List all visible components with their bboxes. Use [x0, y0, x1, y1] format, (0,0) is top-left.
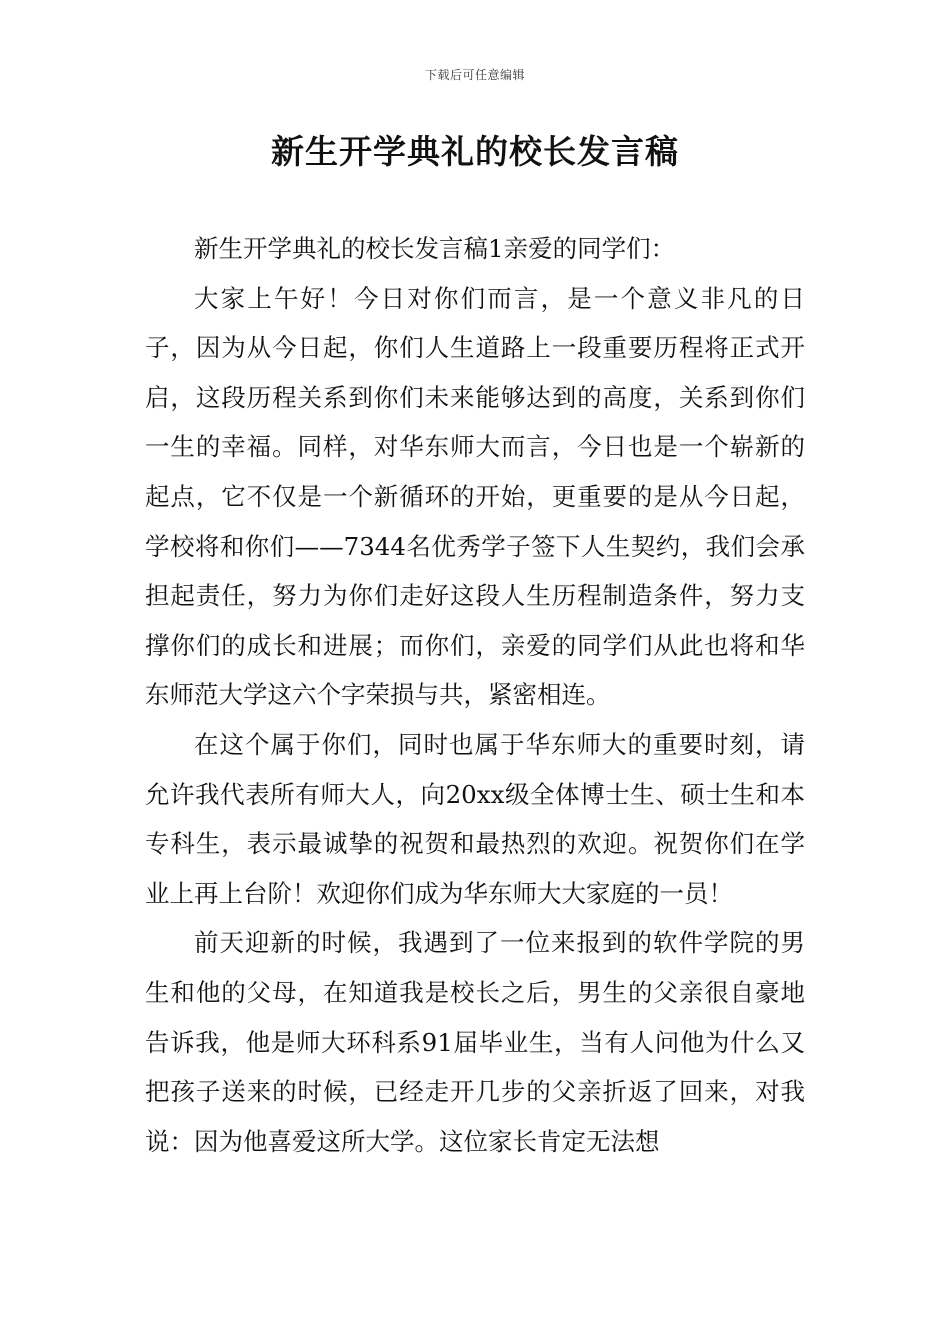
page-title: 新生开学典礼的校长发言稿: [271, 132, 679, 171]
document-body: [145, 224, 805, 1166]
paragraph-congratulations: 在这个属于你们，同时也属于华东师大的重要时刻，请允许我代表所有师大人，向20xx级全体博士生、硕士生和本专科生，表示最诚挚的祝贺和最热烈的欢迎。祝贺你们在学业上再上台阶！欢迎你们成为华东师大大家庭的一员！: [145, 729, 805, 908]
paragraph-salutation: 新生开学典礼的校长发言稿1亲爱的同学们：: [194, 234, 676, 263]
header-note: 下载后可任意编辑: [424, 68, 525, 82]
paragraph-anecdote: 前天迎新的时候，我遇到了一位来报到的软件学院的男生和他的父母，在知道我是校长之后，男生的父亲很自豪地告诉我，他是师大环科系91届毕业生，当有人问他为什么又把孩子送来的时候，已经走开几步的父亲折返了回来，对我说：因为他喜爱这所大学。这位家长肯定无法想: [145, 928, 805, 1156]
paragraph-greeting: 大家上午好！今日对你们而言，是一个意义非凡的日子，因为从今日起，你们人生道路上一段重要历程将正式开启，这段历程关系到你们未来能够达到的高度，关系到你们一生的幸福。同样，对华东师大而言，今日也是一个崭新的起点，它不仅是一个新循环的开始，更重要的是从今日起，学校将和你们——7344名优秀学子签下人生契约，我们会承担起责任，努力为你们走好这段人生历程制造条件，努力支撑你们的成长和进展；而你们，亲爱的同学们从此也将和华东师范大学这六个字荣损与共，紧密相连。: [145, 283, 805, 710]
